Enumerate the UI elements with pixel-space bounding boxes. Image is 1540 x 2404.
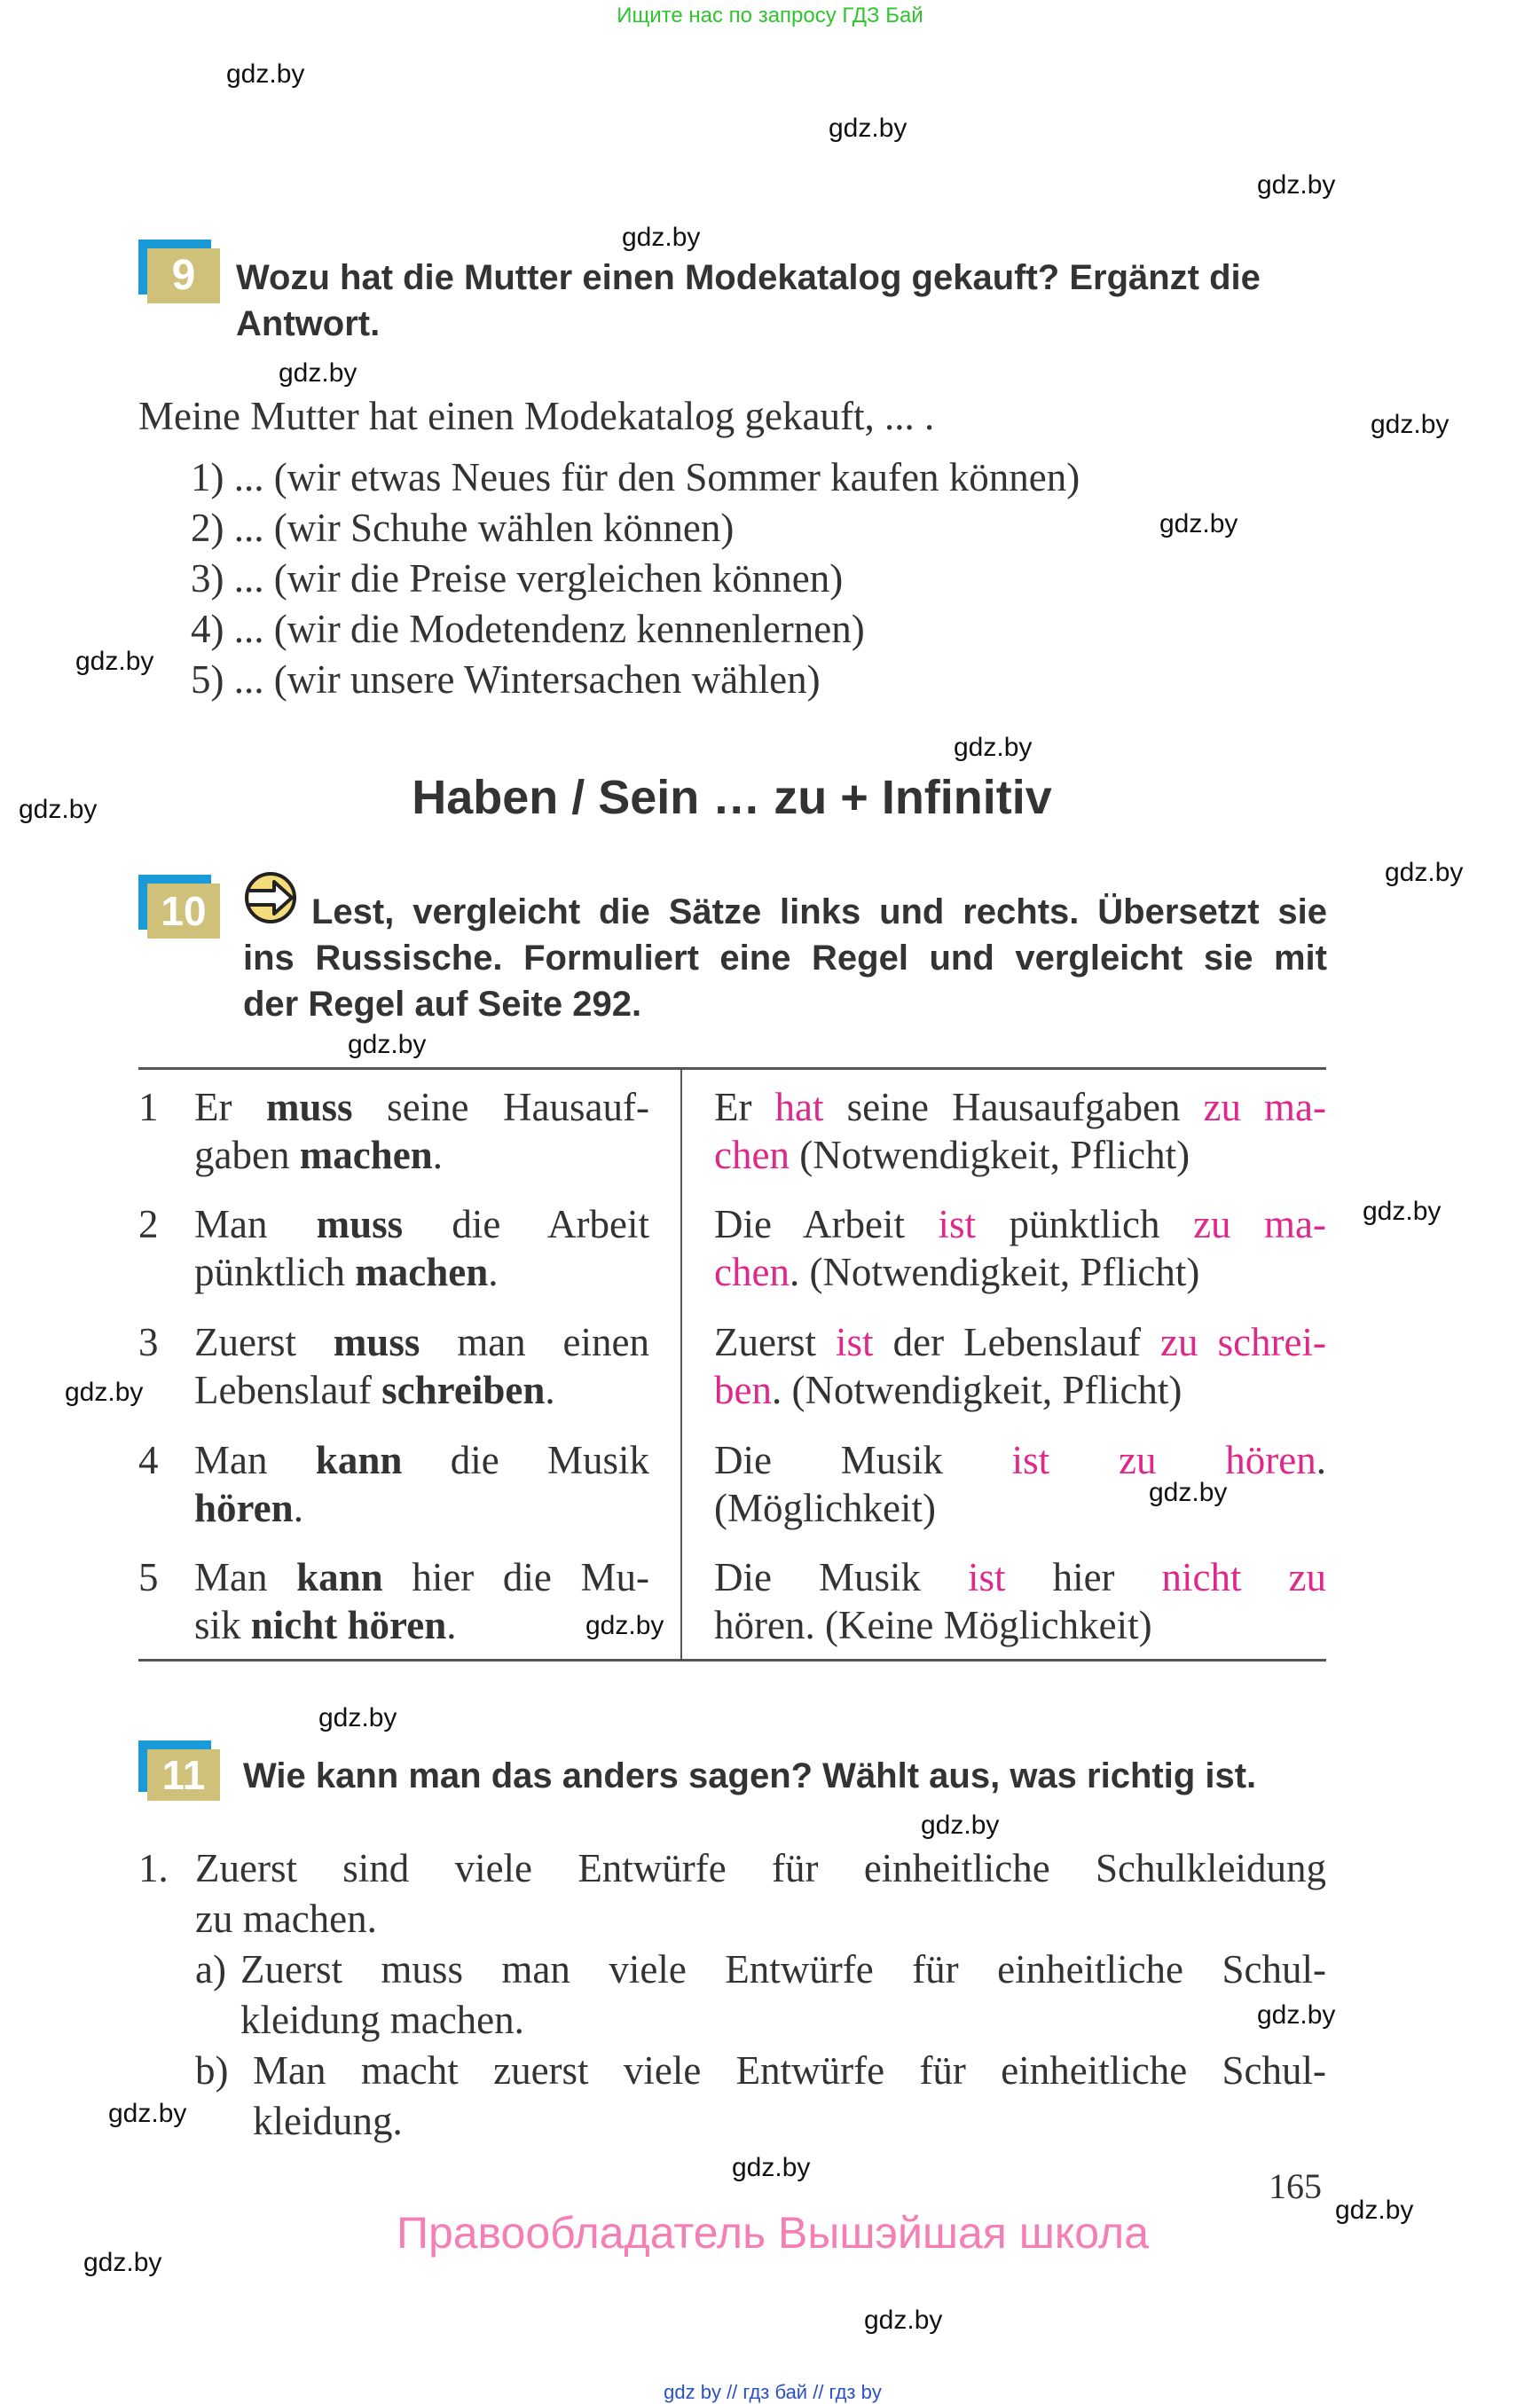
text-segment: hören. (Keine Möglichkeit) bbox=[714, 1603, 1152, 1647]
highlighted-text: ist bbox=[938, 1202, 977, 1246]
bold-text: muss bbox=[333, 1320, 420, 1364]
item-number: 4) bbox=[191, 607, 224, 651]
left-cell-line bbox=[194, 1553, 649, 1601]
bold-text: muss bbox=[316, 1202, 404, 1246]
watermark: gdz.by bbox=[75, 647, 154, 676]
watermark: gdz.by bbox=[1335, 2196, 1414, 2225]
highlighted-text: zu ma- bbox=[1203, 1085, 1326, 1129]
row-number: 2 bbox=[138, 1202, 159, 1246]
exercise-number: 9 bbox=[147, 248, 220, 303]
left-cell-line bbox=[194, 1131, 443, 1179]
highlighted-text: nicht zu bbox=[1161, 1555, 1327, 1599]
right-cell-line bbox=[714, 1318, 1326, 1366]
exercise-number: 11 bbox=[147, 1749, 220, 1801]
left-cell-line bbox=[194, 1083, 649, 1131]
exercise-9-task bbox=[236, 255, 1261, 347]
text-segment: gaben bbox=[194, 1133, 300, 1177]
text-segment: (Notwendigkeit, Pflicht) bbox=[789, 1133, 1190, 1177]
right-cell-line bbox=[714, 1601, 1152, 1649]
watermark: gdz.by bbox=[348, 1030, 427, 1059]
text-segment: Die Musik bbox=[714, 1555, 969, 1599]
watermark: gdz.by bbox=[83, 2248, 162, 2277]
left-cell-line bbox=[194, 1318, 649, 1366]
item-text: ... (wir die Preise vergleichen können) bbox=[233, 556, 844, 601]
right-cell-line bbox=[714, 1366, 1182, 1414]
text-segment: Er bbox=[714, 1085, 775, 1129]
exercise-11-item-number: 1. bbox=[138, 1846, 169, 1890]
text-segment: . bbox=[488, 1250, 499, 1294]
table-column-divider bbox=[680, 1067, 682, 1660]
exercise-number: 10 bbox=[147, 884, 220, 939]
text-segment: Die Musik bbox=[714, 1438, 1012, 1482]
highlighted-text: hat bbox=[774, 1085, 824, 1129]
row-number: 5 bbox=[138, 1555, 159, 1599]
watermark: gdz.by bbox=[1257, 2000, 1336, 2030]
left-cell-line bbox=[194, 1436, 649, 1484]
section-heading: Haben / Sein … zu + Infinitiv bbox=[412, 771, 1052, 824]
bold-text: kann bbox=[296, 1555, 383, 1599]
text-segment: . bbox=[1316, 1438, 1327, 1482]
bold-text: kann bbox=[315, 1438, 403, 1482]
watermark: gdz.by bbox=[226, 59, 305, 89]
text-segment: Lebenslauf bbox=[194, 1368, 382, 1412]
text-segment: die Musik bbox=[402, 1438, 649, 1482]
watermark: gdz.by bbox=[1149, 1478, 1228, 1507]
highlighted-text: ben bbox=[714, 1368, 772, 1412]
exercise-9-intro: Meine Mutter hat einen Modekatalog gekauft, ... . bbox=[138, 394, 935, 438]
highlighted-text: ist zu hören bbox=[1011, 1438, 1316, 1482]
task-line: Antwort. bbox=[236, 304, 381, 343]
watermark: gdz.by bbox=[1159, 509, 1238, 538]
bold-text: machen bbox=[299, 1133, 433, 1177]
right-cell-line bbox=[714, 1248, 1199, 1296]
item-number: 1) bbox=[191, 455, 224, 499]
item-number: 5) bbox=[191, 657, 224, 702]
item-number: 2) bbox=[191, 506, 224, 550]
watermark: gdz.by bbox=[954, 733, 1033, 762]
item-number: 3) bbox=[191, 556, 224, 601]
left-cell-line bbox=[194, 1366, 555, 1414]
text-segment: man einen bbox=[420, 1320, 649, 1364]
text-segment: Man bbox=[194, 1438, 316, 1482]
text-segment: . (Notwendigkeit, Pflicht) bbox=[789, 1250, 1200, 1294]
page-number: 165 bbox=[1269, 2166, 1322, 2206]
table-top-rule bbox=[138, 1067, 1326, 1070]
text-segment: seine Hausaufgaben bbox=[823, 1085, 1204, 1129]
option-b-label: b) bbox=[195, 2048, 229, 2093]
item-text: ... (wir etwas Neues für den Sommer kaufen können) bbox=[233, 455, 1080, 499]
watermark: gdz.by bbox=[1363, 1197, 1442, 1226]
option-a-line: kleidung machen. bbox=[240, 1998, 524, 2042]
text-segment: . bbox=[293, 1486, 303, 1530]
watermark: gdz.by bbox=[108, 2099, 187, 2128]
watermark: gdz.by bbox=[65, 1378, 144, 1407]
right-cell-line bbox=[714, 1484, 936, 1532]
text-segment: hier die Mu- bbox=[382, 1555, 649, 1599]
exercise-11-item-line: Zuerst sind viele Entwürfe für einheitliche Schulkleidung bbox=[195, 1846, 1326, 1890]
text-segment: pünktlich bbox=[194, 1250, 356, 1294]
bold-text: muss bbox=[266, 1085, 353, 1129]
text-segment: . bbox=[545, 1368, 555, 1412]
text-segment: Man bbox=[194, 1202, 317, 1246]
row-number: 4 bbox=[138, 1438, 159, 1482]
bold-text: nicht hören bbox=[250, 1603, 447, 1647]
list-item bbox=[191, 554, 1080, 604]
text-segment: Er bbox=[194, 1085, 266, 1129]
watermark: gdz.by bbox=[19, 795, 98, 824]
watermark: gdz.by bbox=[279, 358, 358, 388]
text-segment: . (Notwendigkeit, Pflicht) bbox=[771, 1368, 1182, 1412]
watermark: gdz.by bbox=[318, 1703, 397, 1732]
bold-text: hören bbox=[194, 1486, 294, 1530]
watermark: gdz.by bbox=[921, 1811, 1000, 1840]
list-item bbox=[191, 655, 1080, 705]
option-a-label: a) bbox=[195, 1947, 226, 1992]
text-segment: Zuerst bbox=[194, 1320, 334, 1364]
highlighted-text: zu ma- bbox=[1193, 1202, 1327, 1246]
footer-links[interactable]: gdz by // гдз бай // гдз by bbox=[664, 2381, 882, 2403]
watermark: gdz.by bbox=[864, 2306, 943, 2335]
right-cell-line bbox=[714, 1553, 1326, 1601]
option-a-line: Zuerst muss man viele Entwürfe für einheitliche Schul- bbox=[240, 1947, 1326, 1992]
watermark: gdz.by bbox=[1371, 410, 1450, 439]
exercise-9-list bbox=[191, 452, 1080, 705]
list-item bbox=[191, 503, 1080, 554]
highlighted-text: ist bbox=[836, 1320, 874, 1364]
text-segment: . bbox=[432, 1133, 443, 1177]
row-number: 1 bbox=[138, 1085, 159, 1129]
highlighted-text: chen bbox=[714, 1250, 790, 1294]
item-text: ... (wir Schuhe wählen können) bbox=[233, 506, 735, 550]
list-item bbox=[191, 604, 1080, 655]
copyright-footer: Правообладатель Вышэйшая школа bbox=[397, 2208, 1149, 2258]
left-cell-line bbox=[194, 1601, 456, 1649]
option-b-line: Man macht zuerst viele Entwürfe für einheitliche Schul- bbox=[253, 2048, 1326, 2093]
option-b-line: kleidung. bbox=[253, 2099, 403, 2143]
right-cell-line bbox=[714, 1436, 1326, 1484]
text-segment: Zuerst bbox=[714, 1320, 837, 1364]
watermark: gdz.by bbox=[1385, 858, 1464, 887]
top-search-note: Ищите нас по запросу ГДЗ Бай bbox=[617, 4, 923, 27]
watermark: gdz.by bbox=[622, 223, 701, 252]
highlighted-text: ist bbox=[968, 1555, 1006, 1599]
text-segment: seine Hausauf- bbox=[352, 1085, 649, 1129]
exercise-10-task bbox=[243, 889, 1327, 1027]
bold-text: machen bbox=[355, 1250, 489, 1294]
right-cell-line bbox=[714, 1200, 1326, 1248]
task-line: Lest, vergleicht die Sätze links und rechts. Übersetzt sie bbox=[311, 892, 1327, 931]
right-cell-line bbox=[714, 1131, 1190, 1179]
watermark: gdz.by bbox=[732, 2153, 811, 2182]
left-cell-line bbox=[194, 1484, 303, 1532]
left-cell-line bbox=[194, 1200, 649, 1248]
bold-text: schreiben bbox=[381, 1368, 546, 1412]
text-segment: (Möglichkeit) bbox=[714, 1486, 936, 1530]
highlighted-text: chen bbox=[714, 1133, 790, 1177]
watermark: gdz.by bbox=[585, 1611, 664, 1640]
text-segment: pünktlich bbox=[976, 1202, 1194, 1246]
text-segment: der Lebenslauf bbox=[873, 1320, 1161, 1364]
exercise-11-task: Wie kann man das anders sagen? Wählt aus, was richtig ist. bbox=[243, 1756, 1257, 1795]
item-text: ... (wir unsere Wintersachen wählen) bbox=[233, 657, 821, 702]
item-text: ... (wir die Modetendenz kennenlernen) bbox=[233, 607, 865, 651]
list-item bbox=[191, 452, 1080, 503]
text-segment: Die Arbeit bbox=[714, 1202, 939, 1246]
text-segment: Man bbox=[194, 1555, 297, 1599]
right-cell-line bbox=[714, 1083, 1326, 1131]
table-bottom-rule bbox=[138, 1659, 1326, 1662]
task-line: der Regel auf Seite 292. bbox=[243, 985, 642, 1024]
row-number: 3 bbox=[138, 1320, 159, 1364]
text-segment: hier bbox=[1005, 1555, 1162, 1599]
text-segment: sik bbox=[194, 1603, 251, 1647]
task-line: ins Russische. Formuliert eine Regel und vergleicht sie mit bbox=[243, 939, 1327, 978]
task-line: Wozu hat die Mutter einen Modekatalog gekauft? Ergänzt die bbox=[236, 258, 1261, 297]
exercise-11-item-line: zu machen. bbox=[195, 1897, 377, 1941]
highlighted-text: zu schrei- bbox=[1160, 1320, 1326, 1364]
left-cell-line bbox=[194, 1248, 498, 1296]
watermark: gdz.by bbox=[829, 114, 908, 143]
text-segment: . bbox=[446, 1603, 457, 1647]
text-segment: die Arbeit bbox=[403, 1202, 649, 1246]
watermark: gdz.by bbox=[1257, 170, 1336, 200]
